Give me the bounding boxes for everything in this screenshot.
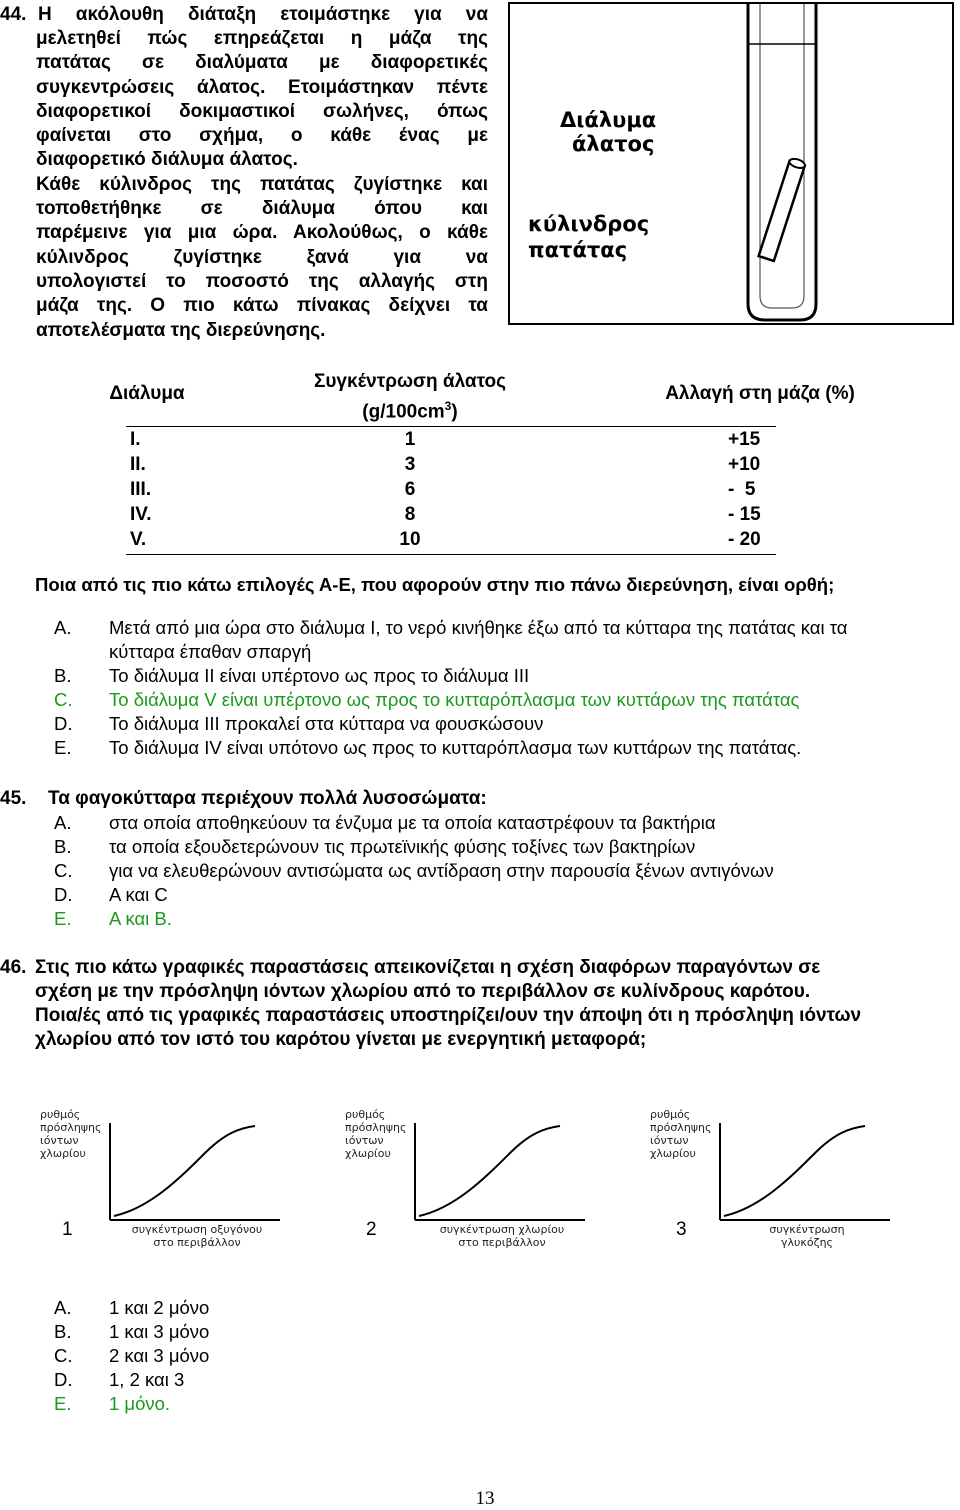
q44-line: μελετηθεί πώς επηρεάζεται η μάζα της <box>36 28 488 49</box>
graph-1-number: 1 <box>62 1219 73 1240</box>
q44-line: μάζα της. Ο πιο κάτω πίνακας δείχνει τα <box>36 295 488 317</box>
table-row: V. 10 - 20 <box>130 529 761 550</box>
graph-2-plot <box>345 1108 595 1228</box>
graph-3 <box>650 1108 900 1268</box>
table-header-solution: Διάλυμα <box>109 383 185 404</box>
q46-question: Στις πιο κάτω γραφικές παραστάσεις απεικονίζεται η σχέση διαφόρων παραγόντων σε σχέση με την πρόσληψη ιόντων χλωρίου από το περιβάλλον σε κυλίνδρους καρότου. Ποια/ές από τις γραφικές παραστάσεις υποστηρίζει/ουν την άποψη ότι η πρόσληψη ιόντων χλωρίου από τον ιστό του καρότου γίνεται με ενεργητική μεταφορά; <box>35 957 862 1050</box>
label-cylinder-1: κύλινδρος <box>528 212 650 236</box>
graph-1-curve <box>114 1126 255 1216</box>
table-row: IV. 8 - 15 <box>130 504 761 525</box>
table-header-concentration <box>280 370 540 424</box>
test-tube-illustration <box>510 4 952 323</box>
concentration-header-line1: Συγκέντρωση άλατος <box>313 371 507 392</box>
table-header-mass-change: Αλλαγή στη μάζα (%) <box>665 383 855 404</box>
graph-3-plot <box>650 1108 900 1228</box>
q44-number: 44. <box>0 4 27 25</box>
table-rule-bottom <box>126 554 776 555</box>
q44-line: κύλινδρος ζυγίστηκε ξανά για να <box>36 246 488 268</box>
graph-2-xlabel: συγκέντρωση χλωρίου στο περιβάλλον <box>439 1223 565 1249</box>
q44-line: υπολογιστεί το ποσοστό της αλλαγής στη <box>36 270 488 292</box>
label-solution-1: Διάλυμα <box>560 108 657 132</box>
graph-2-number: 2 <box>366 1219 377 1240</box>
label-cylinder-2: πατάτας <box>528 238 628 262</box>
table-row: III. 6 - 5 <box>130 479 756 500</box>
graph-3-curve <box>724 1126 865 1216</box>
graph-1-plot <box>40 1108 290 1228</box>
graph-1-xlabel: συγκέντρωση οξυγόνου στο περιβάλλον <box>131 1223 263 1249</box>
test-tube-figure <box>508 2 954 325</box>
q45-question: Τα φαγοκύτταρα περιέχουν πολλά λυσοσώματα: <box>48 788 487 809</box>
label-solution-2: άλατος <box>572 132 655 156</box>
graph-2 <box>345 1108 595 1268</box>
graph-1 <box>40 1108 290 1268</box>
q46-number: 46. <box>0 957 27 978</box>
graph-2-ylabel: ρυθμός πρόσληψης ιόντων χλωρίου <box>345 1108 407 1160</box>
graph-3-number: 3 <box>676 1219 687 1240</box>
q44-line: διαφορετικοί δοκιμαστικοί σωλήνες, όπως <box>36 100 488 122</box>
q44-line: συγκεντρώσεις άλατος. Ετοιμάστηκαν πέντε <box>36 76 488 98</box>
q44-line: παρέμεινε για μια ώρα. Ακολούθως, ο κάθε <box>36 222 488 244</box>
graph-2-curve <box>419 1126 560 1216</box>
graph-1-ylabel: ρυθμός πρόσληψης ιόντων χλωρίου <box>40 1108 102 1160</box>
graph-3-xlabel: συγκέντρωση γλυκόζης <box>769 1223 845 1249</box>
q44-line: Η ακόλουθη διάταξη ετοιμάστηκε για να <box>38 4 488 25</box>
table-row: I. 1 +15 <box>130 429 761 450</box>
q44-line: τοποθετήθηκε σε διάλυμα όπου και <box>36 198 488 220</box>
q44-line: διαφορετικό διάλυμα άλατος. <box>36 149 298 171</box>
table-rule-top <box>126 426 776 427</box>
q45-number: 45. <box>0 788 27 809</box>
concentration-header-line2: $(g/100cm^3)$ <box>362 399 458 423</box>
table-row: II. 3 +10 <box>130 454 761 475</box>
q44-line: φαίνεται στο σχήμα, ο κάθε ένας με <box>36 125 488 147</box>
page-number: 13 <box>475 1488 495 1509</box>
q44-line: Κάθε κύλινδρος της πατάτας ζυγίστηκε και <box>36 173 488 195</box>
q44-question: Ποια από τις πιο κάτω επιλογές Α-Ε, που αφορούν στην πιο πάνω διερεύνηση, είναι ορθή; <box>35 574 835 595</box>
graph-3-ylabel: ρυθμός πρόσληψης ιόντων χλωρίου <box>650 1108 712 1160</box>
q44-line: αποτελέσματα της διερεύνησης. <box>36 319 326 341</box>
q44-line: πατάτας σε διαλύματα με διαφορετικές <box>36 52 488 74</box>
